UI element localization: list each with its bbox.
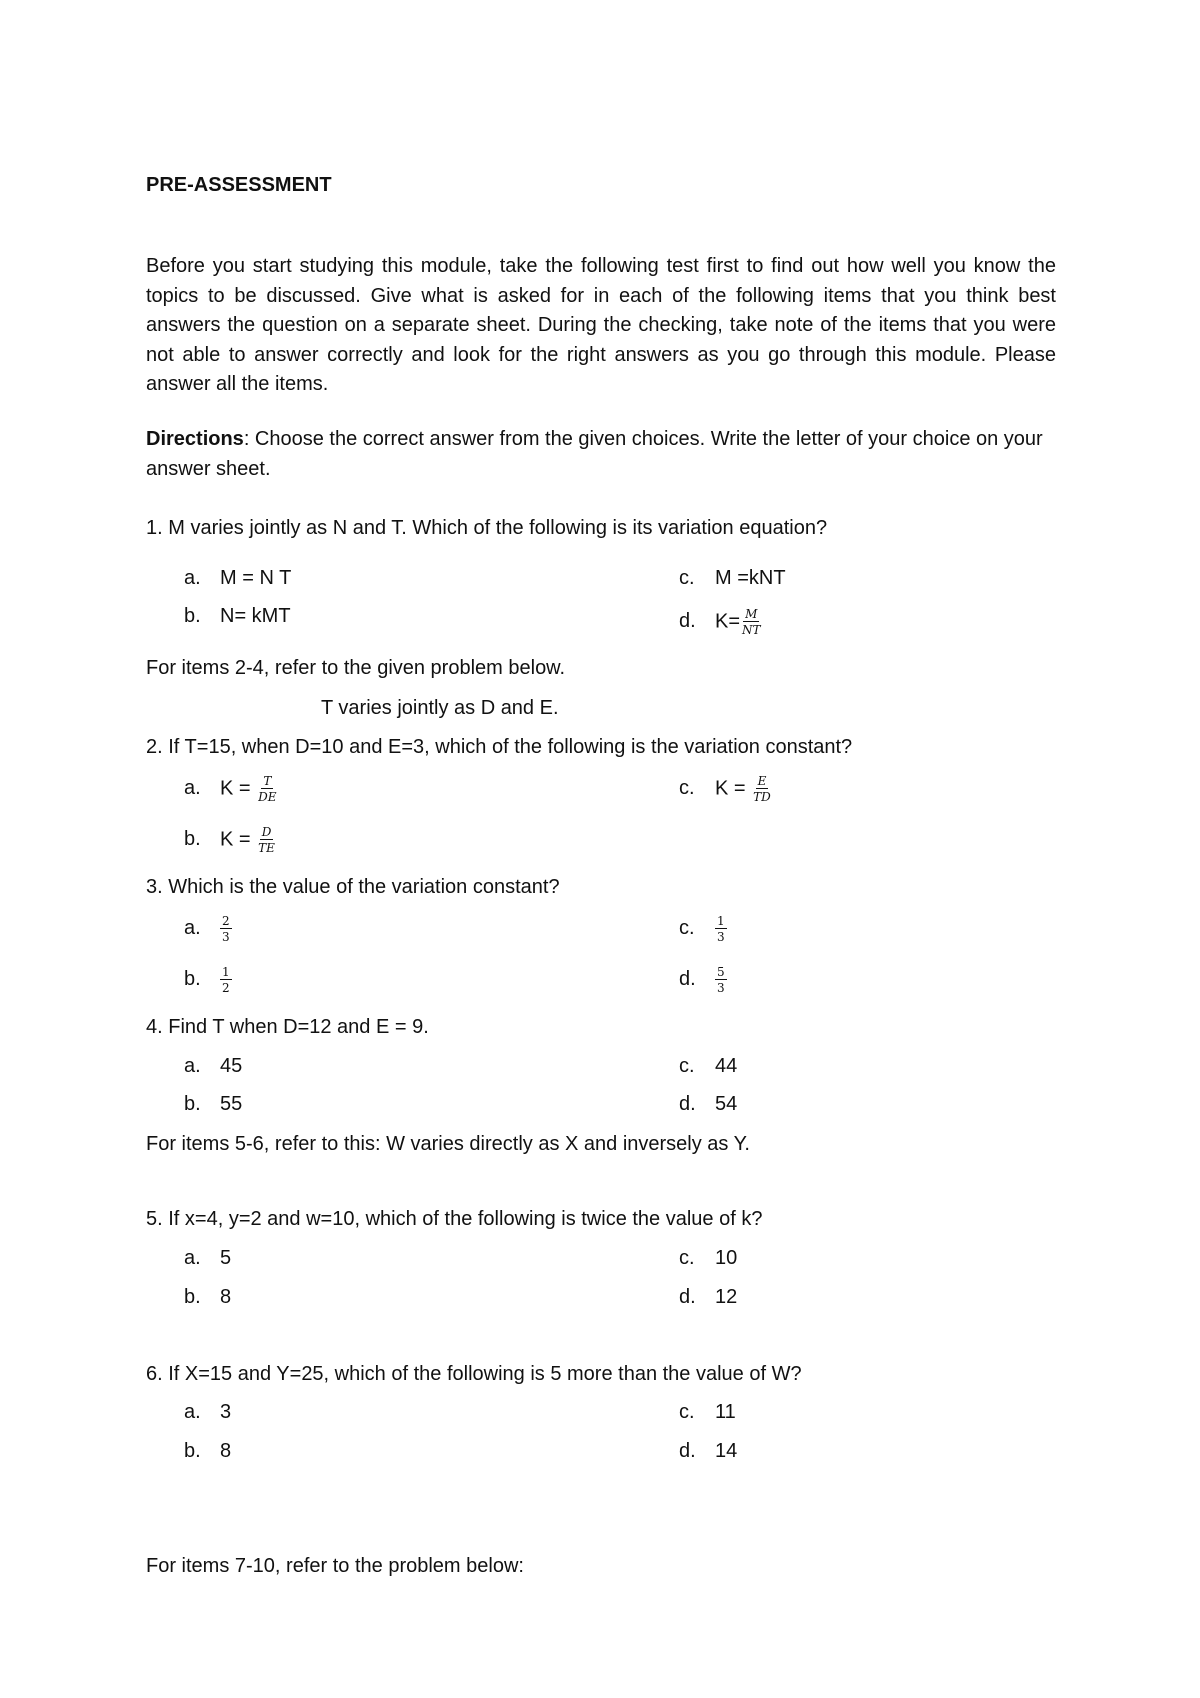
q5-d-label: d. [679,1286,696,1308]
q5-c-text: 10 [715,1247,738,1269]
q1-c-label: c. [679,567,695,589]
q6-d-text: 14 [715,1440,738,1462]
q4-choice-c [679,1055,737,1078]
q1-b-text: N= kMT [220,605,291,627]
q3-c-label: c. [679,917,695,940]
q5-b-label: b. [184,1286,201,1308]
q5-choice-a [184,1247,231,1270]
q1-c-text: M =kNT [715,567,786,589]
q2-b-prefix: K = [220,828,251,851]
q1-choice-a [184,567,291,590]
q3-d-numerator: 5 [717,965,725,979]
q3-d-denominator: 3 [717,981,725,995]
q4-d-text: 54 [715,1093,738,1115]
q3-b-fraction [220,966,232,994]
reference-items-2-4: For items 2-4, refer to the given problem below. [146,657,566,679]
question-2: 2. If T=15, when D=10 and E=3, which of the following is the variation constant? [146,736,853,758]
q2-a-denominator: DE [258,790,277,804]
q2-b-denominator: TE [258,841,275,855]
q3-choice-b [184,966,232,994]
q5-d-text: 12 [715,1286,738,1308]
q4-choice-b [184,1093,242,1116]
q4-d-label: d. [679,1093,696,1115]
q1-choice-c [679,567,786,590]
q2-b-fraction [256,826,277,854]
q5-a-text: 5 [220,1247,232,1269]
q2-c-numerator: E [757,774,767,788]
q2-b-numerator: D [261,825,272,839]
problem-statement-2-4: T varies jointly as D and E. [321,697,559,719]
q2-c-fraction [751,775,773,803]
directions [146,425,1056,484]
q4-c-label: c. [679,1055,695,1077]
q5-choice-b [184,1286,231,1309]
q2-b-label: b. [184,828,201,851]
q4-choice-d [679,1093,737,1116]
q1-b-label: b. [184,605,201,627]
q6-b-text: 8 [220,1440,232,1462]
q1-d-fraction [740,608,763,636]
q1-choice-b [184,605,291,628]
q3-a-fraction [220,915,232,943]
q2-a-fraction [256,775,278,803]
directions-label: Directions [146,428,244,450]
q3-d-label: d. [679,968,696,991]
q3-a-label: a. [184,917,201,940]
q1-choice-d [679,608,763,636]
q2-c-denominator: TD [753,790,771,804]
q3-b-numerator: 1 [222,965,230,979]
q2-a-prefix: K = [220,777,251,800]
q6-choice-c [679,1401,736,1424]
q1-d-denominator: NT [742,623,761,637]
q5-choice-d [679,1286,737,1309]
q1-a-label: a. [184,567,201,589]
q4-a-text: 45 [220,1055,243,1077]
q4-b-text: 55 [220,1093,243,1115]
reference-items-7-10: For items 7-10, refer to the problem below: [146,1555,524,1577]
q3-a-denominator: 3 [222,930,230,944]
q6-a-label: a. [184,1401,201,1423]
q3-d-fraction [715,966,727,994]
q3-b-label: b. [184,968,201,991]
question-3: 3. Which is the value of the variation constant? [146,876,560,898]
q2-a-label: a. [184,777,201,800]
q3-c-numerator: 1 [717,914,725,928]
q3-choice-d [679,966,727,994]
q3-a-numerator: 2 [222,914,230,928]
intro-paragraph: Before you start studying this module, take the following test first to find out how well you know the topics to be discussed. Give what is asked for in each of the following items that you think best answers the question on a separate sheet. During the checking, take note of the items that you were not able to answer correctly and look for the right answers as you go through this module. Please answer all the items. [146,255,1056,395]
q2-choice-b [184,826,277,854]
q4-c-text: 44 [715,1055,738,1077]
q3-choice-c [679,915,727,943]
q6-c-label: c. [679,1401,695,1423]
directions-text: : Choose the correct answer from the given choices. Write the letter of your choice on your answer sheet. [146,428,1043,480]
q4-b-label: b. [184,1093,201,1115]
q3-b-denominator: 2 [222,981,230,995]
q1-d-prefix: K= [715,610,741,633]
page-title: PRE-ASSESSMENT [146,174,332,196]
q1-a-text: M = N T [220,567,292,589]
q5-b-text: 8 [220,1286,232,1308]
question-5: 5. If x=4, y=2 and w=10, which of the following is twice the value of k? [146,1208,763,1230]
q6-choice-a [184,1401,231,1424]
question-1: 1. M varies jointly as N and T. Which of the following is its variation equation? [146,517,828,539]
q6-a-text: 3 [220,1401,232,1423]
q2-choice-c [679,775,773,803]
q3-choice-a [184,915,232,943]
reference-items-5-6: For items 5-6, refer to this: W varies directly as X and inversely as Y. [146,1133,750,1155]
question-6: 6. If X=15 and Y=25, which of the following is 5 more than the value of W? [146,1363,802,1385]
q6-d-label: d. [679,1440,696,1462]
q6-c-text: 11 [715,1401,736,1423]
q4-a-label: a. [184,1055,201,1077]
q3-c-fraction [715,915,727,943]
q2-choice-a [184,775,279,803]
q6-choice-b [184,1440,231,1463]
q2-c-label: c. [679,777,695,800]
q2-a-numerator: T [263,774,272,788]
q1-d-numerator: M [745,607,758,621]
q1-d-label: d. [679,610,696,633]
q6-b-label: b. [184,1440,201,1462]
q2-c-prefix: K = [715,777,746,800]
question-4: 4. Find T when D=12 and E = 9. [146,1016,429,1038]
q4-choice-a [184,1055,242,1078]
q3-c-denominator: 3 [717,930,725,944]
q5-choice-c [679,1247,737,1270]
q6-choice-d [679,1440,737,1463]
q5-c-label: c. [679,1247,695,1269]
q5-a-label: a. [184,1247,201,1269]
